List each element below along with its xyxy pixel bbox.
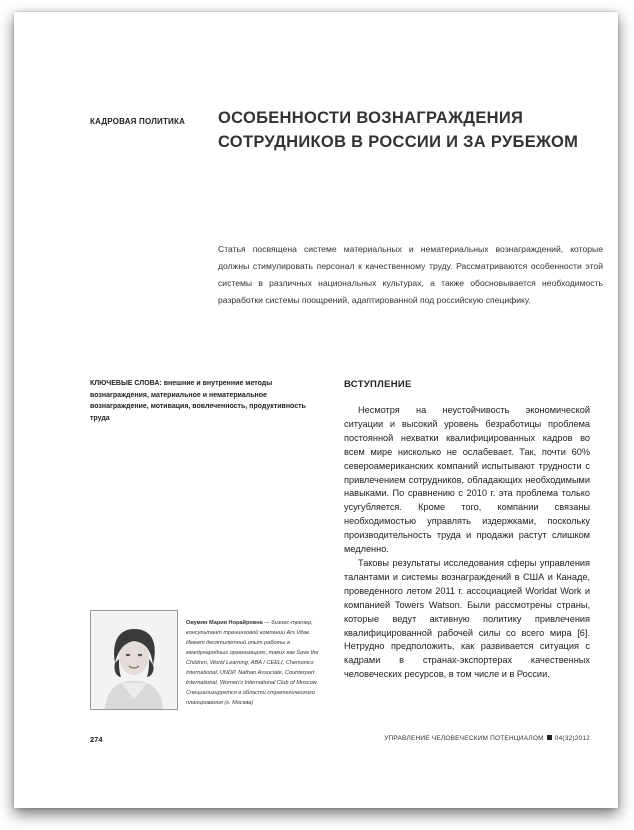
page-number: 274 (90, 735, 103, 744)
journal-name: УПРАВЛЕНИЕ ЧЕЛОВЕЧЕСКИМ ПОТЕНЦИАЛОМ (384, 735, 544, 742)
paragraph: Несмотря на неустойчивость экономической ситуации и высокий уровень безработицы проблема постоянной нехватки квалифицированных кадров во всем мире нисколько не ослабевает. Так, почти 60% североамериканских компаний испытывают трудности с привлечением сотрудников, обладающих необходимыми навыками. По сравнению с 2010 г. эта проблема только усугубляется. Кроме того, компании связаны необходимостью управлять издержками, поскольку производительность труда и продажи растут слишком медленно. (344, 405, 590, 555)
keywords-text: внешние и внутренние методы вознаграждения, материальное и нематериальное вознаграждение, мотивация, вовлеченность, продуктивность труда (90, 380, 306, 422)
abstract: Статья посвящена системе материальных и нематериальных вознаграждений, которые должны стимулировать персонал к качественному труду. Рассматриваются особенности этой системы в различных национальных культурах, а также обосновывается необходимость разработки системы поощрений, адаптированной под российскую специфику. (218, 244, 603, 305)
square-bullet-icon (547, 735, 552, 740)
article-title (218, 106, 588, 154)
keywords-block (90, 378, 326, 424)
journal-issue: 04(32)2012 (554, 735, 590, 742)
author-bio-text: — бизнес-тренер, консультант тренинговой компании Ars Vitae. Имеет десятилетний опыт работы в международных организациях, таких как Save the Children, World Learning, ABA / CEELI, Chemonics International, UNDP, Nathan Associate, Counterpart International, Women's International Club of Moscow. Специализируется в области стратегического планирования (г. Москва) (186, 620, 319, 706)
author-bio (186, 618, 324, 708)
rubric-label: КАДРОВАЯ ПОЛИТИКА (90, 117, 186, 126)
title-line-2: СОТРУДНИКОВ В РОССИИ И ЗА РУБЕЖОМ (218, 133, 579, 151)
journal-page (14, 12, 618, 808)
article-body (344, 404, 590, 682)
keywords-label: КЛЮЧЕВЫЕ СЛОВА: (90, 380, 162, 387)
author-name: Овумян Мария Норайровна (186, 620, 263, 626)
journal-footer (384, 735, 590, 742)
title-line-1: ОСОБЕННОСТИ ВОЗНАГРАЖДЕНИЯ (218, 109, 524, 127)
author-photo (90, 610, 178, 710)
section-title: ВСТУПЛЕНИЕ (344, 379, 412, 390)
author-portrait-image (91, 611, 177, 709)
paragraph: Таковы результаты исследования сферы управления талантами и системы вознаграждений в США и Канаде, проведенного летом 2011 г. ассоциацией Worldat Work и компанией Towers Watson. Были рассмотрены страны, которые ведут активную политику привлечения квалифицированной рабочей силы со всего мира [6]. Нетрудно предположить, как развивается ситуация с кадрами в странах-экспортерах качественных человеческих ресурсов, в том числе и в России. (344, 557, 590, 680)
